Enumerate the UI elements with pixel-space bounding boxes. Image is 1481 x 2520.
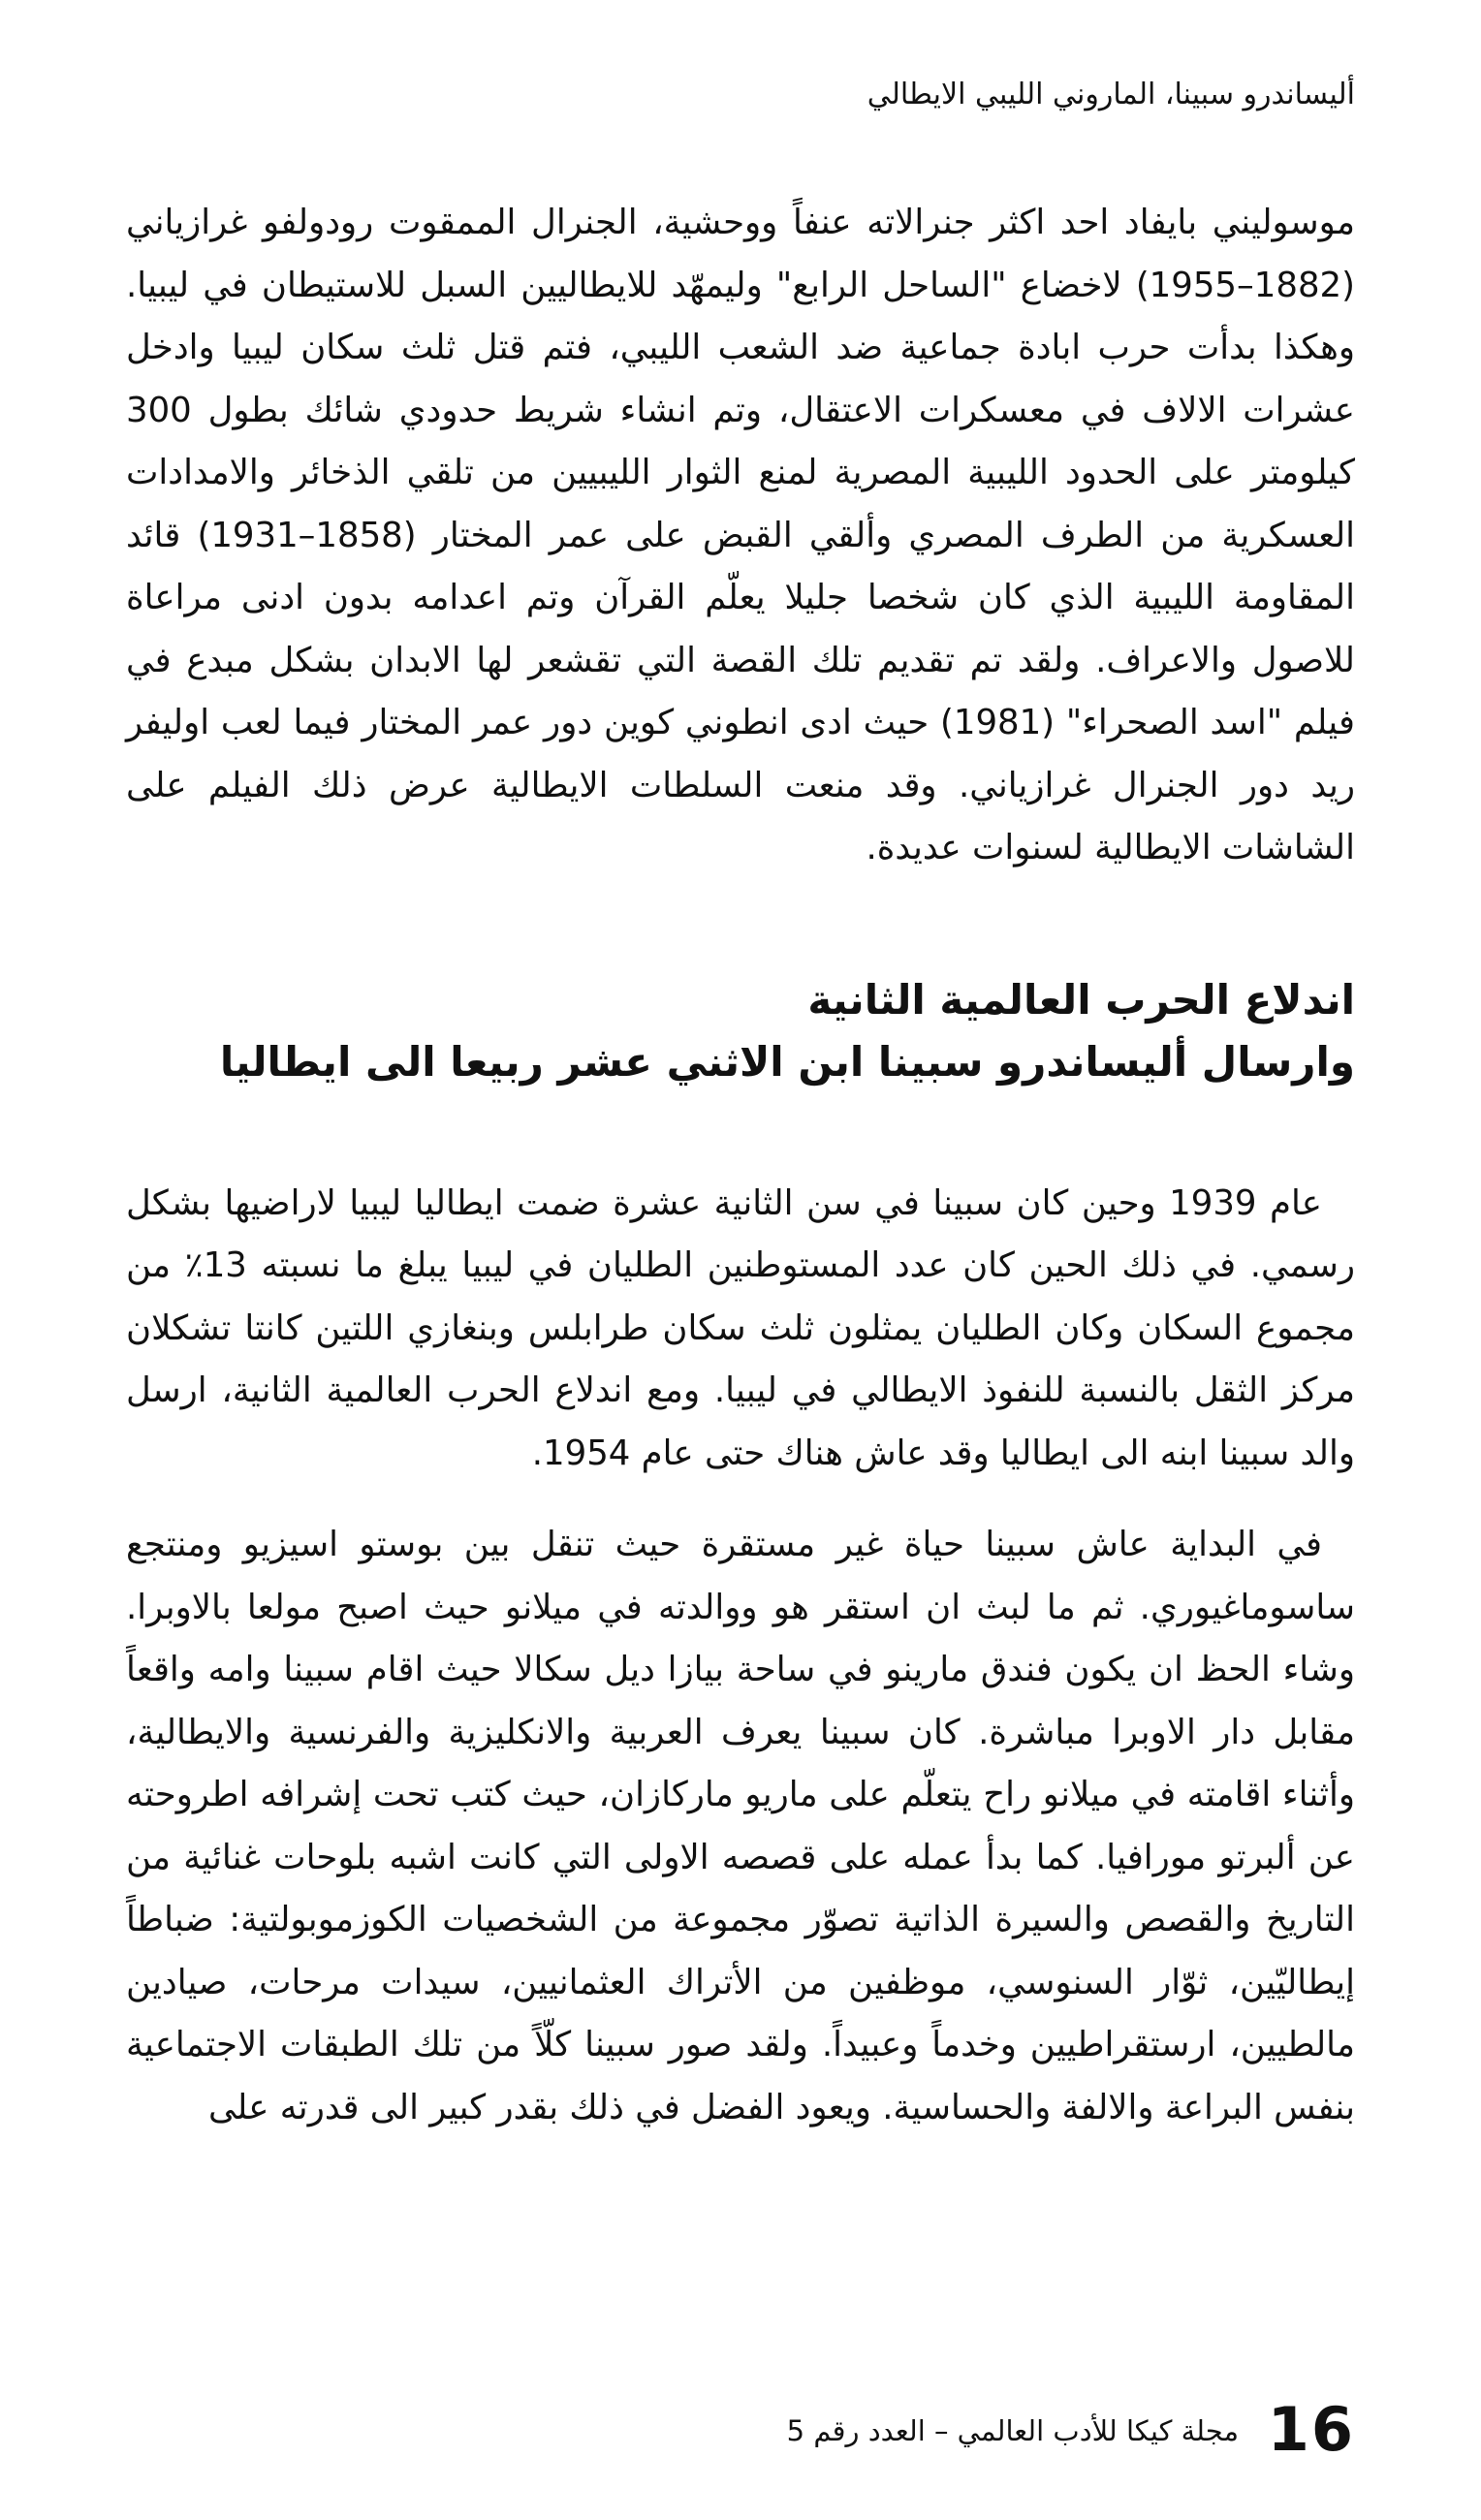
page-footer: [126, 2396, 1355, 2464]
page-number: 16: [1267, 2394, 1355, 2465]
body-paragraph-2: عام 1939 وحين كان سبينا في سن الثانية عشرة ضمت ايطاليا ليبيا لاراضيها بشكل رسمي. في ذلك الحين كان عدد المستوطنين الطليان في ليبيا يبلغ ما نسبته 13٪ من مجموع السكان وكان الطليان يمثلون ثلث سكان طرابلس وبنغازي اللتين كانتا تشكلان مركز الثقل بالنسبة للنفوذ الايطالي في ليبيا. ومع اندلاع الحرب العالمية الثانية، ارسل والد سبينا ابنه الى ايطاليا وقد عاش هناك حتى عام 1954.: [126, 1182, 1355, 1473]
section-heading-line-2: وارسال أليساندرو سبينا ابن الاثني عشر ربيعا الى ايطاليا: [219, 1037, 1355, 1086]
journal-title: مجلة كيكا للأدب العالمي – العدد رقم 5: [786, 2414, 1239, 2447]
body-paragraph-3: في البداية عاش سبينا حياة غير مستقرة حيث تنقل بين بوستو اسيزيو ومنتجع ساسوماغيوري. ثم ما لبث ان استقر هو ووالدته في ميلانو حيث اصبح مولعا بالاوبرا. وشاء الحظ ان يكون فندق مارينو في ساحة بيازا ديل سكالا حيث اقام سبينا وامه واقعاً مقابل دار الاوبرا مباشرة. كان سبينا يعرف العربية والانكليزية والفرنسية والايطالية، وأثناء اقامته في ميلانو راح يتعلّم على ماريو ماركازان، حيث كتب تحت إشرافه اطروحته عن ألبرتو مورافيا. كما بدأ عمله على قصصه الاولى التي كانت اشبه بلوحات غنائية من التاريخ والقصص والسيرة الذاتية تصوّر مجموعة من الشخصيات الكوزموبولتية: ضباطاً إيطاليّين، ثوّار السنوسي، موظفين من الأتراك العثمانيين، سيدات مرحات، صيادين مالطيين، ارستقراطيين وخدماً وعبيداً. ولقد صور سبينا كلّاً من تلك الطبقات الاجتماعية بنفس البراعة والالفة والحساسية. ويعود الفضل في ذلك بقدر كبير الى قدرته على: [126, 1525, 1355, 2127]
section-heading: [126, 969, 1355, 1093]
section-heading-line-1: اندلاع الحرب العالمية الثانية: [807, 975, 1355, 1024]
body-paragraph-1: موسوليني بايفاد احد اكثر جنرالاته عنفاً ووحشية، الجنرال الممقوت رودولفو غرازياني (1882–1955) لاخضاع "الساحل الرابع" وليمهّد للايطاليين السبل للاستيطان في ليبيا. وهكذا بدأت حرب ابادة جماعية ضد الشعب الليبي، فتم قتل ثلث سكان ليبيا وادخل عشرات الالاف في معسكرات الاعتقال، وتم انشاء شريط حدودي شائك بطول 300 كيلومتر على الحدود الليبية المصرية لمنع الثوار الليبيين من تلقي الذخائر والامدادات العسكرية من الطرف المصري وألقي القبض على عمر المختار (1858–1931) قائد المقاومة الليبية الذي كان شخصا جليلا يعلّم القرآن وتم اعدامه بدون ادنى مراعاة للاصول والاعراف. ولقد تم تقديم تلك القصة التي تقشعر لها الابدان بشكل مبدع في فيلم "اسد الصحراء" (1981) حيث ادى انطوني كوين دور عمر المختار فيما لعب اوليفر ريد دور الجنرال غرازياني. وقد منعت السلطات الايطالية عرض ذلك الفيلم على الشاشات الايطالية لسنوات عديدة.: [126, 203, 1355, 867]
running-header: أليساندرو سبينا، الماروني الليبي الايطالي: [867, 78, 1355, 111]
article-body: [126, 192, 1355, 2139]
